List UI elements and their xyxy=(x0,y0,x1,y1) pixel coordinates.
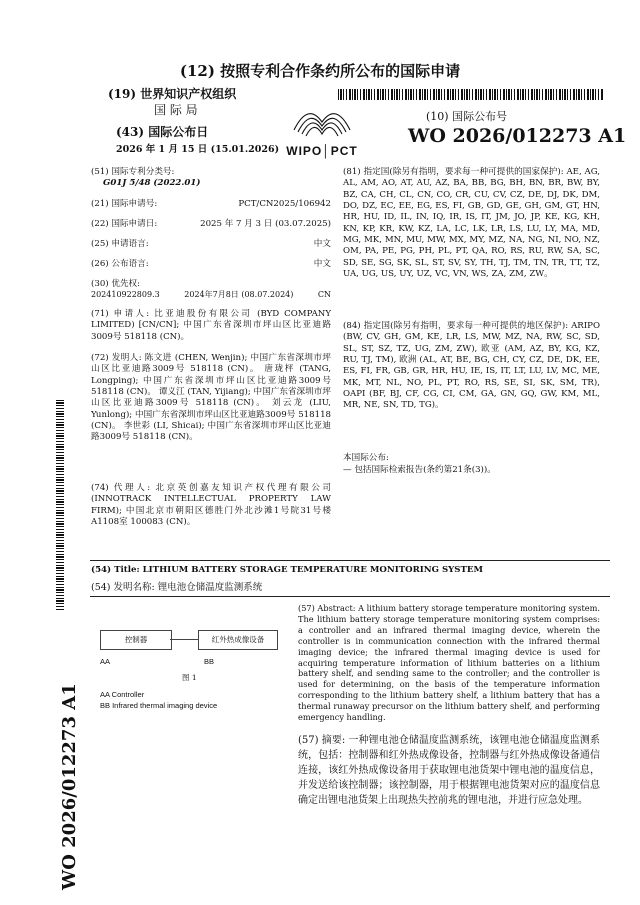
figure-thermal-device-box: 红外热成像设备 xyxy=(198,630,278,650)
published-item: — 包括国际检索报告(条约第21条(3))。 xyxy=(343,465,496,475)
app-number-value: PCT/CN2025/106942 xyxy=(238,199,331,209)
pub-date-label: (43) 国际公布日 xyxy=(116,125,209,139)
office-line-2: 国 际 局 xyxy=(154,102,198,117)
priority-country: CN xyxy=(317,290,331,300)
figure-tag-aa: AA xyxy=(100,657,111,666)
wipo-logo xyxy=(272,100,372,160)
figure-legend xyxy=(100,690,217,712)
pub-no-label: (10) 国际公布号 xyxy=(426,110,508,123)
english-title: (54) Title: LITHIUM BATTERY STORAGE TEMPERATURE MONITORING SYSTEM xyxy=(91,565,483,575)
chinese-title: (54) 发明名称: 锂电池仓储温度监测系统 xyxy=(91,582,263,593)
pub-date: 2026 年 1 月 15 日 (15.01.2026) xyxy=(116,143,280,155)
ipc-value: G01J 5/48 (2022.01) xyxy=(103,178,201,189)
side-pub-number xyxy=(58,620,82,890)
wipo-logo-text: WIPO│PCT xyxy=(286,144,358,159)
title-separator-bottom xyxy=(90,596,610,597)
ipc-field xyxy=(91,167,331,190)
agent-field: (74) 代理人: 北京英创嘉友知识产权代理有限公司 (INNOTRACK INTELLECTUAL PROPERTY LAW FIRM); 中国北京市朝阳区德胜门外北沙滩1号院31号楼A1108室 100083 (CN)。 xyxy=(91,483,331,528)
applicant-field: (71) 申请人: 比亚迪股份有限公司 (BYD COMPANY LIMITED) [CN/CN]; 中国广东省深圳市坪山区比亚迪路3009号 518118 (CN)。 xyxy=(91,309,331,342)
publication-date-block xyxy=(116,125,279,156)
document-title: (12) 按照专利合作条约所公布的国际申请 xyxy=(179,62,461,80)
figure-caption: 图 1 xyxy=(182,673,197,682)
abstract-english: (57) Abstract: A lithium battery storage temperature monitoring system. The lithium battery storage temperature monitoring system comprises: a controller and an infrared thermal imaging device, wherein the controller is in communication connection with the infrared thermal imaging device; the infrared thermal imaging device is used for acquiring temperature information of lithium batteries on a lithium battery shelf, and sending same to the controller; and the controller is used for determining, on the basis of the temperature information corresponding to the lithium battery shelf, a lithium battery that has a thermal runaway precursor on the lithium battery shelf, and performing emergency handling. xyxy=(298,603,600,723)
filing-language-field xyxy=(91,239,331,250)
priority-field xyxy=(91,279,331,301)
top-barcode xyxy=(338,89,604,100)
figure-connection-line xyxy=(170,639,198,640)
filing-date-field xyxy=(91,219,331,230)
figure-controller-box: 控制器 xyxy=(100,630,172,650)
filing-date-label: (22) 国际申请日: xyxy=(91,219,158,229)
office-line-1: (19) 世界知识产权组织 xyxy=(108,87,237,101)
filing-language-value: 中文 xyxy=(313,239,331,249)
publication-language-field xyxy=(91,259,331,270)
designated-states-regional: (84) 指定国(除另有指明，要求每一种可提供的地区保护): ARIPO (BW, CV, GH, GM, KE, LR, LS, MW, MZ, NA, RW, SC, SD, SL, ST, SZ, TZ, UG, ZM, ZW), 欧亚 (AM, AZ, BY, KG, KZ, RU, TJ, TM), 欧洲 (AL, AT, BE, BG, CH, CY, CZ, DE, DK, EE, ES, FI, FR, GB, GR, HR, HU, IE, IS, IT, LT, LU, LV, MC, ME, MK, MT, NL, NO, PL, PT, RO, RS, SE, SI, SK, SM, TR), OAPI (BF, BJ, CF, CG, CI, CM, GA, GN, GQ, GW, KM, ML, MR, NE, SN, TD, TG)。 xyxy=(343,321,600,411)
pub-language-label: (26) 公布语言: xyxy=(91,259,149,269)
inventors-field: (72) 发明人: 陈文进 (CHEN, Wenjin); 中国广东省深圳市坪山区比亚迪路3009号 518118 (CN)。 唐珑枰 (TANG, Longping); 中国广东省深圳市坪山区比亚迪路3009号 518118 (CN)。 谭义江 (TAN, Yijiang); 中国广东省深圳市坪山区比亚迪路3009号 518118 (CN)。 刘云龙 (LIU, Yunlong); 中国广东省深圳市坪山区比亚迪路3009号 518118 (CN)。 李世彩 (LI, Shicai); 中国广东省深圳市坪山区比亚迪路3009号 518118 (CN)。 xyxy=(91,353,331,443)
title-separator xyxy=(90,560,610,561)
application-number-field xyxy=(91,199,331,210)
office-name xyxy=(108,87,236,119)
filing-language-label: (25) 申请语言: xyxy=(91,239,149,249)
abstract-chinese: (57) 摘要: 一种锂电池仓储温度监测系统，该锂电池仓储温度监测系统，包括：控制器和红外热成像设备，控制器与红外热成像设备通信连接，该红外热成像设备用于获取锂电池货架中锂电池的温度信息，并发送给该控制器；该控制器，用于根据锂电池货架对应的温度信息确定出锂电池货架上出现热失控前兆的锂电池，并进行应急处理。 xyxy=(298,735,600,806)
priority-date: 2024年7月8日 (08.07.2024) xyxy=(184,290,294,300)
filing-date-value: 2025 年 7 月 3 日 (03.07.2025) xyxy=(200,219,331,229)
pub-language-value: 中文 xyxy=(313,259,331,269)
figure-tag-bb: BB xyxy=(204,657,215,666)
ipc-label: (51) 国际专利分类号: xyxy=(91,167,175,177)
designated-states-national: (81) 指定国(除另有指明，要求每一种可提供的国家保护): AE, AG, AL, AM, AO, AT, AU, AZ, BA, BB, BG, BH, BN, BR, BW, BY, BZ, CA, CH, CL, CN, CO, CR, CU, CV, CZ, DE, DJ, DK, DM, DO, DZ, EC, EE, EG, ES, FI, GB, GD, GE, GH, GM, GT, HN, HR, HU, ID, IL, IN, IQ, IR, IS, IT, JM, JO, JP, KE, KG, KH, KN, KP, KR, KW, KZ, LA, LC, LK, LR, LS, LU, LY, MA, MD, MG, MK, MN, MU, MW, MX, MY, MZ, NA, NG, NI, NO, NZ, OM, PA, PE, PG, PH, PL, PT, QA, RO, RS, RU, RW, SA, SC, SD, SE, SG, SK, SL, ST, SV, SY, TH, TJ, TM, TN, TR, TT, TZ, UA, UG, US, UY, UZ, VC, VN, WS, ZA, ZM, ZW。 xyxy=(343,167,600,280)
published-label: 本国际公布: xyxy=(343,453,389,463)
priority-label: (30) 优先权: xyxy=(91,279,141,289)
app-number-label: (21) 国际申请号: xyxy=(91,199,158,209)
priority-app-number: 202410922809.3 xyxy=(91,290,160,300)
side-barcode xyxy=(56,400,64,610)
pub-number: WO 2026/012273 A1 xyxy=(408,125,627,147)
side-pub-number-text: WO 2026/012273 A1 xyxy=(59,683,80,890)
figure-legend-bb: BB Infrared thermal imaging device xyxy=(100,700,218,710)
wipo-emblem-icon xyxy=(290,100,354,140)
figure-legend-aa: AA Controller xyxy=(100,690,145,699)
